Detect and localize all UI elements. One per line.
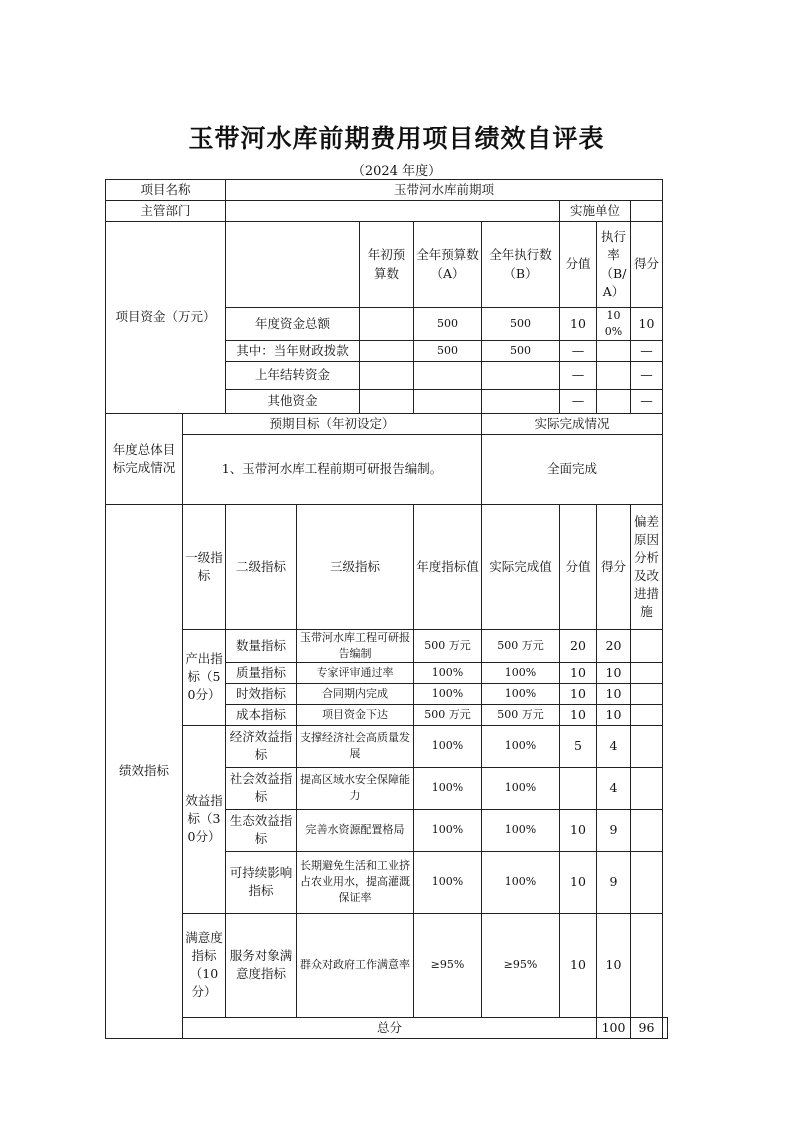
level3-cell: 合同期内完成 xyxy=(297,683,414,704)
goals-label: 年度总体目标完成情况 xyxy=(106,413,183,504)
fund-full xyxy=(414,389,482,413)
level3-cell: 群众对政府工作满意率 xyxy=(297,913,414,1017)
level3-cell: 专家评审通过率 xyxy=(297,662,414,683)
project-name-row xyxy=(106,180,668,201)
target-cell: 100% xyxy=(414,662,482,683)
fund-full: 500 xyxy=(414,308,482,341)
page-title: 玉带河水库前期费用项目绩效自评表 xyxy=(188,124,605,153)
goals-header-row xyxy=(106,413,668,434)
fund-rate xyxy=(597,340,631,361)
fund-got: 10 xyxy=(631,308,663,341)
level1-output: 产出指标（50分） xyxy=(183,629,226,725)
deviation-cell xyxy=(631,725,663,767)
level2-cell: 可持续影响指标 xyxy=(226,851,297,913)
dept-value xyxy=(226,201,560,222)
deviation-cell xyxy=(631,662,663,683)
got-cell: 20 xyxy=(597,629,631,662)
target-cell: ≥95% xyxy=(414,913,482,1017)
level2-cell: 服务对象满意度指标 xyxy=(226,913,297,1017)
target-cell: 500 万元 xyxy=(414,629,482,662)
target-cell: 100% xyxy=(414,851,482,913)
indicator-header-row xyxy=(106,504,668,629)
score-cell: 10 xyxy=(560,851,597,913)
dept-label: 主管部门 xyxy=(106,201,226,222)
goals-actual: 全面完成 xyxy=(482,434,663,504)
fund-exec xyxy=(482,389,560,413)
fund-got: — xyxy=(631,389,663,413)
got-cell: 10 xyxy=(597,704,631,725)
level2-cell: 质量指标 xyxy=(226,662,297,683)
actual-cell: 100% xyxy=(482,809,560,851)
actual-cell: 100% xyxy=(482,725,560,767)
actual-cell: 500 万元 xyxy=(482,704,560,725)
goals-row xyxy=(106,434,668,504)
actual-cell: 100% xyxy=(482,767,560,809)
score-cell: 10 xyxy=(560,704,597,725)
level2-cell: 成本指标 xyxy=(226,704,297,725)
fund-got: — xyxy=(631,361,663,389)
got-cell: 4 xyxy=(597,767,631,809)
score-cell: 10 xyxy=(560,662,597,683)
header-actual: 实际完成值 xyxy=(482,504,560,629)
total-row xyxy=(106,1017,668,1038)
unit-value xyxy=(631,201,663,222)
deviation-cell xyxy=(631,629,663,662)
goals-expected: 1、玉带河水库工程前期可研报告编制。 xyxy=(183,434,482,504)
level2-cell: 经济效益指标 xyxy=(226,725,297,767)
fund-exec: 500 xyxy=(482,308,560,341)
header-level1: 一级指标 xyxy=(183,504,226,629)
fund-label: 上年结转资金 xyxy=(226,361,360,389)
project-name-value: 玉带河水库前期项 xyxy=(226,180,663,201)
got-cell: 10 xyxy=(597,662,631,683)
fund-initial xyxy=(360,361,414,389)
actual-cell: 100% xyxy=(482,662,560,683)
target-cell: 100% xyxy=(414,683,482,704)
total-deviation xyxy=(663,1017,668,1038)
fund-got: — xyxy=(631,340,663,361)
header-deviation: 偏差原因分析及改进措施 xyxy=(631,504,663,629)
target-cell: 100% xyxy=(414,725,482,767)
target-cell: 100% xyxy=(414,809,482,851)
level2-cell: 时效指标 xyxy=(226,683,297,704)
level3-cell: 玉带河水库工程可研报告编制 xyxy=(297,629,414,662)
fund-rate xyxy=(597,389,631,413)
fund-score: — xyxy=(560,389,597,413)
dept-row xyxy=(106,201,668,222)
unit-label: 实施单位 xyxy=(560,201,631,222)
actual-cell: 500 万元 xyxy=(482,629,560,662)
got-cell: 10 xyxy=(597,913,631,1017)
fund-score: 10 xyxy=(560,308,597,341)
level3-cell: 提高区域水安全保障能力 xyxy=(297,767,414,809)
level2-cell: 社会效益指标 xyxy=(226,767,297,809)
fund-label: 年度资金总额 xyxy=(226,308,360,341)
fund-full: 500 xyxy=(414,340,482,361)
performance-table xyxy=(105,179,668,1039)
deviation-cell xyxy=(631,683,663,704)
fund-initial xyxy=(360,389,414,413)
level3-cell: 项目资金下达 xyxy=(297,704,414,725)
fund-rate: 100% xyxy=(597,308,631,341)
actual-cell: ≥95% xyxy=(482,913,560,1017)
goals-expected-header: 预期目标（年初设定） xyxy=(183,413,482,434)
deviation-cell xyxy=(631,704,663,725)
score-cell: 10 xyxy=(560,683,597,704)
header-level2: 二级指标 xyxy=(226,504,297,629)
indicator-row xyxy=(106,913,668,1017)
deviation-cell xyxy=(631,913,663,1017)
header-level3: 三级指标 xyxy=(297,504,414,629)
score-cell: 10 xyxy=(560,913,597,1017)
indicator-row xyxy=(106,629,668,662)
level3-cell: 长期避免生活和工业挤占农业用水，提高灌溉保证率 xyxy=(297,851,414,913)
got-cell: 10 xyxy=(597,683,631,704)
fund-initial xyxy=(360,340,414,361)
got-cell: 4 xyxy=(597,725,631,767)
header-target: 年度指标值 xyxy=(414,504,482,629)
total-score: 100 xyxy=(597,1017,631,1038)
fund-score: — xyxy=(560,340,597,361)
fund-exec: 500 xyxy=(482,340,560,361)
total-got: 96 xyxy=(631,1017,663,1038)
total-label: 总分 xyxy=(183,1017,597,1038)
fund-exec xyxy=(482,361,560,389)
header-exec-rate: 执行率（B/A） xyxy=(597,222,631,308)
project-name-label: 项目名称 xyxy=(106,180,226,201)
level1-satisfaction: 满意度指标（10分） xyxy=(183,913,226,1017)
header-got: 得分 xyxy=(631,222,663,308)
fund-full xyxy=(414,361,482,389)
header-got: 得分 xyxy=(597,504,631,629)
funds-label: 项目资金（万元） xyxy=(106,222,226,414)
deviation-cell xyxy=(631,767,663,809)
header-score: 分值 xyxy=(560,504,597,629)
got-cell: 9 xyxy=(597,851,631,913)
got-cell: 9 xyxy=(597,809,631,851)
level3-cell: 完善水资源配置格局 xyxy=(297,809,414,851)
deviation-cell xyxy=(631,809,663,851)
level2-cell: 生态效益指标 xyxy=(226,809,297,851)
level3-cell: 支撑经济社会高质量发展 xyxy=(297,725,414,767)
fund-score: — xyxy=(560,361,597,389)
funds-header-row xyxy=(106,222,668,308)
level2-cell: 数量指标 xyxy=(226,629,297,662)
score-cell: 20 xyxy=(560,629,597,662)
deviation-cell xyxy=(631,851,663,913)
year-label: （2024 年度） xyxy=(351,164,442,179)
target-cell: 100% xyxy=(414,767,482,809)
actual-cell: 100% xyxy=(482,683,560,704)
actual-cell: 100% xyxy=(482,851,560,913)
header-executed: 全年执行数（B） xyxy=(482,222,560,308)
indicators-label: 绩效指标 xyxy=(106,504,183,1038)
indicator-row xyxy=(106,725,668,767)
fund-label: 其中：当年财政拨款 xyxy=(226,340,360,361)
header-initial-budget: 年初预算数 xyxy=(360,222,414,308)
funds-header-blank xyxy=(226,222,360,308)
level1-benefit: 效益指标（30分） xyxy=(183,725,226,913)
score-cell: 10 xyxy=(560,809,597,851)
fund-initial xyxy=(360,308,414,341)
score-cell: 5 xyxy=(560,725,597,767)
score-cell xyxy=(560,767,597,809)
fund-label: 其他资金 xyxy=(226,389,360,413)
target-cell: 500 万元 xyxy=(414,704,482,725)
goals-actual-header: 实际完成情况 xyxy=(482,413,663,434)
header-score: 分值 xyxy=(560,222,597,308)
fund-rate xyxy=(597,361,631,389)
header-full-budget: 全年预算数（A） xyxy=(414,222,482,308)
